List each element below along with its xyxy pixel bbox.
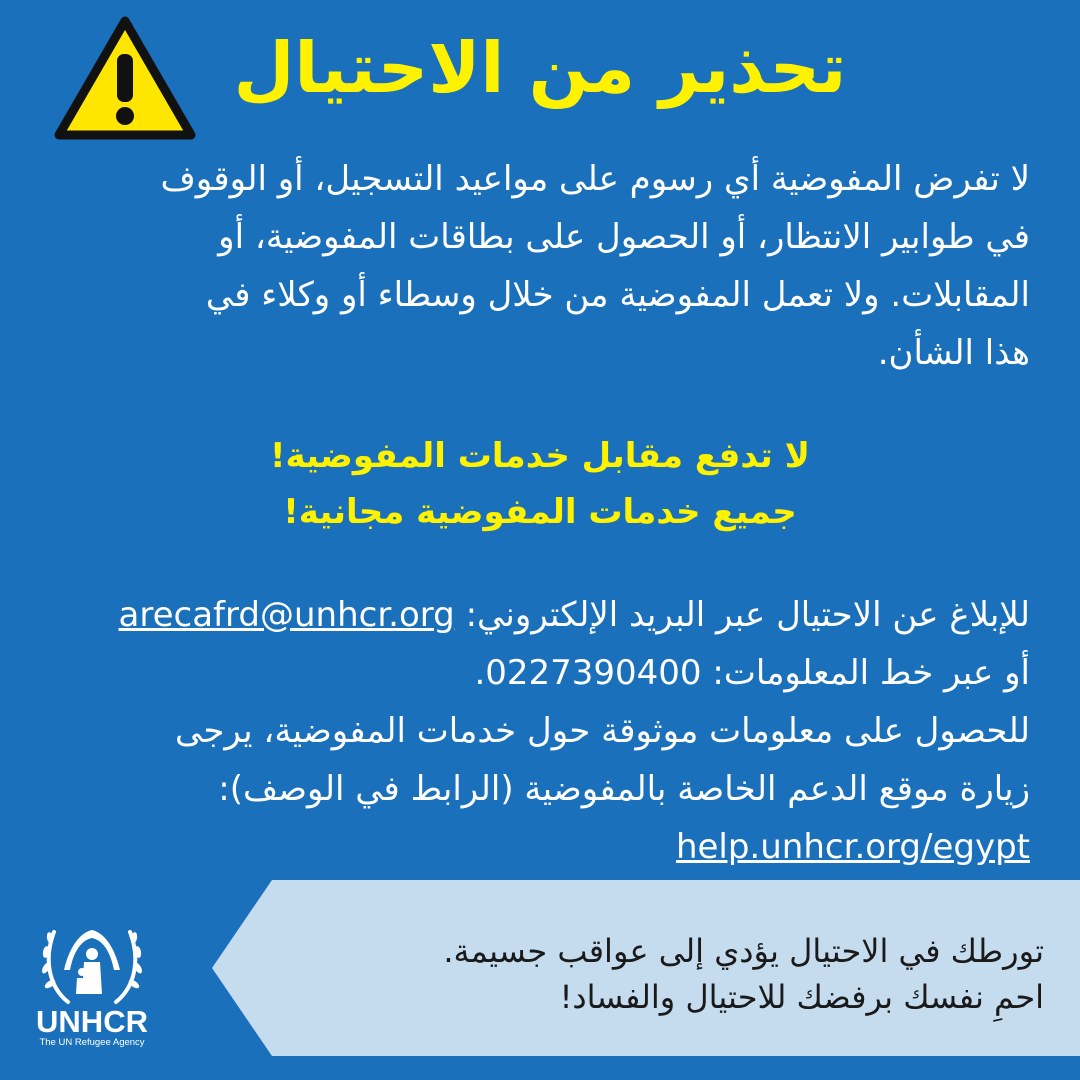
intro-line: لا تفرض المفوضية أي رسوم على مواعيد التسجيل، أو الوقوف: [160, 159, 1030, 199]
hotline-number: 0227390400: [485, 653, 702, 693]
callout-banner: [212, 880, 1080, 1056]
logo-name: UNHCR: [36, 1004, 148, 1039]
logo-tagline: The UN Refugee Agency: [39, 1037, 145, 1048]
report-section: [50, 586, 1030, 876]
report-email-line: [50, 586, 1030, 644]
intro-line: المقابلات. ولا تعمل المفوضية من خلال وسطاء أو وكلاء في: [205, 275, 1030, 315]
help-link-line: [50, 818, 1030, 876]
unhcr-logo: [30, 922, 154, 1050]
report-email-link[interactable]: arecafrd@unhcr.org: [118, 595, 455, 635]
report-hotline-line: [50, 644, 1030, 702]
intro-line: في طوابير الانتظار، أو الحصول على بطاقات المفوضية، أو: [218, 217, 1030, 257]
help-link[interactable]: help.unhcr.org/egypt: [675, 827, 1030, 867]
report-hotline-label: أو عبر خط المعلومات:: [712, 653, 1030, 693]
callout-text: [264, 928, 1044, 1020]
intro-paragraph: [50, 150, 1030, 382]
warning-triangle-icon: [54, 16, 196, 140]
report-email-label: للإبلاغ عن الاحتيال عبر البريد الإلكتروني:: [465, 595, 1030, 635]
slogan-dont-pay: لا تدفع مقابل خدمات المفوضية!: [270, 436, 810, 476]
callout-line: احمِ نفسك برفضك للاحتيال والفساد!: [559, 978, 1044, 1016]
info-line: زيارة موقع الدعم الخاصة بالمفوضية (الرابط في الوصف):: [218, 769, 1030, 809]
intro-line: هذا الشأن.: [877, 333, 1030, 373]
hotline-period: .: [474, 653, 486, 693]
callout-line: تورطك في الاحتيال يؤدي إلى عواقب جسيمة.: [443, 932, 1044, 970]
page-title: تحذير من الاحتيال: [233, 27, 847, 109]
info-line: للحصول على معلومات موثوقة حول خدمات المفوضية، يرجى: [174, 711, 1030, 751]
slogans: [100, 428, 980, 540]
slogan-services-free: جميع خدمات المفوضية مجانية!: [283, 492, 797, 532]
unhcr-emblem-icon: [40, 922, 144, 1006]
